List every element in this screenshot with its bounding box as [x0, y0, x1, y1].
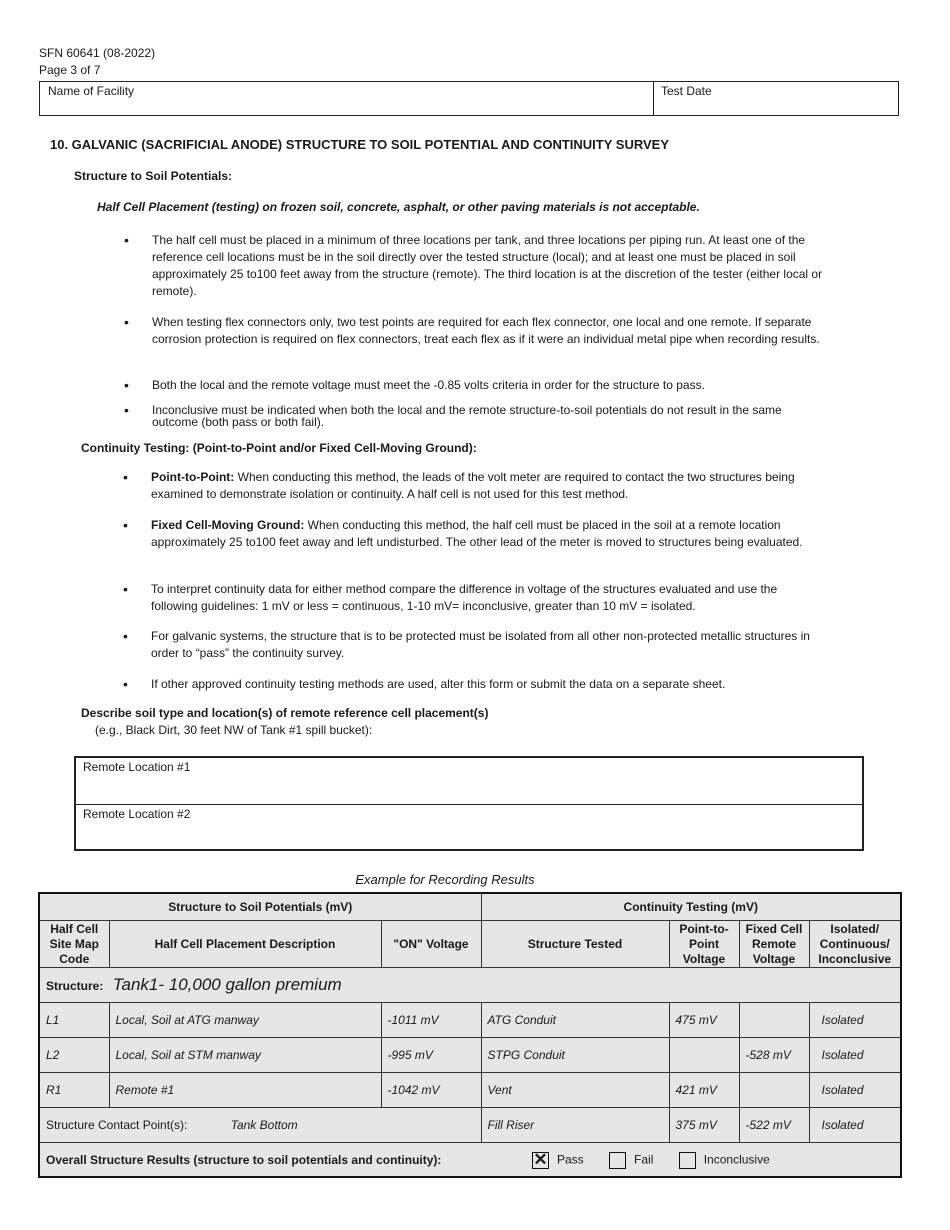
col-header-result: Isolated/ Continuous/ Inconclusive [809, 921, 901, 968]
table-row: L1 Local, Soil at ATG manway -1011 mV ATG Conduit 475 mV Isolated [39, 1003, 901, 1038]
bullet-icon: • [124, 314, 129, 330]
remote-location-1-label: Remote Location #1 [83, 760, 191, 774]
continuity-heading: Continuity Testing: (Point-to-Point and/or Fixed Cell-Moving Ground): [81, 441, 477, 455]
contact-point-row: Structure Contact Point(s): Tank Bottom Fill Riser 375 mV -522 mV Isolated [39, 1108, 901, 1143]
describe-example: (e.g., Black Dirt, 30 feet NW of Tank #1 spill bucket): [95, 723, 373, 737]
facility-name-field[interactable] [40, 82, 654, 115]
inconclusive-checkbox[interactable] [679, 1152, 696, 1169]
bullet-icon: • [123, 517, 128, 533]
col-header-fixed-voltage: Fixed Cell Remote Voltage [739, 921, 809, 968]
sts-heading: Structure to Soil Potentials: [74, 169, 233, 183]
structure-row [39, 968, 901, 1003]
col-header-p2p-voltage: Point-to-Point Voltage [669, 921, 739, 968]
fail-option[interactable]: Fail [609, 1152, 653, 1169]
continuity-bullet: • Fixed Cell-Moving Ground: When conducting this method, the half cell must be placed in the soil at a remote location approximately 25 to100 feet away and left undisturbed. The other lead of the meter is moved to structures being evaluated. [123, 517, 803, 549]
remote-location-1-field[interactable] [76, 758, 862, 805]
pass-option[interactable]: ✕ Pass [533, 1149, 584, 1169]
continuity-bullet: • If other approved continuity testing methods are used, alter this form or submit the data on a separate sheet. [123, 676, 726, 692]
pass-checkbox[interactable] [532, 1149, 549, 1169]
sts-bullet: • Both the local and the remote voltage must meet the -0.85 volts criteria in order for the structure to pass. [124, 377, 705, 393]
sts-bullet: • Inconclusive must be indicated when both the local and the remote structure-to-soil potentials do not result in the same outcome (both pass or both fail). [124, 402, 782, 429]
fail-checkbox[interactable] [609, 1152, 626, 1169]
col-header-on-voltage: "ON" Voltage [381, 921, 481, 968]
describe-heading: Describe soil type and location(s) of remote reference cell placement(s) [81, 706, 489, 720]
col-header-structure-tested: Structure Tested [481, 921, 669, 968]
facility-box [39, 81, 899, 116]
sts-bullet: • The half cell must be placed in a minimum of three locations per tank, and three locations per piping run. At least one of the reference cell locations must be in the soil directly over the tested structure (local); and at least one must be placed in soil approximately 25 to100 feet away from the structure (remote). The third location is at the discretion of the tester (either local or remote). [124, 232, 823, 298]
bullet-icon: • [124, 377, 129, 393]
facility-name-label: Name of Facility [48, 84, 135, 98]
bullet-icon: • [124, 232, 129, 248]
contact-point-value: Tank Bottom [230, 1118, 298, 1132]
checkmark-x-icon: ✕ [533, 1149, 548, 1169]
example-results-table [38, 892, 902, 1178]
sts-bullet: • When testing flex connectors only, two test points are required for each flex connector, one local and one remote. If separate corrosion protection is required on flex connectors, treat each flex as if it were an individual metal pipe when recording results. [124, 314, 820, 346]
test-date-label: Test Date [661, 84, 712, 98]
continuity-bullet: • Point-to-Point: When conducting this method, the leads of the volt meter are required to contact the two structures being examined to demonstrate isolation or continuity. A half cell is not used for this test method. [123, 469, 795, 501]
bullet-icon: • [123, 676, 128, 692]
page-number: Page 3 of 7 [39, 63, 101, 77]
structure-label: Structure: [46, 979, 104, 993]
group-header-continuity: Continuity Testing (mV) [481, 893, 901, 921]
overall-results-label: Overall Structure Results (structure to soil potentials and continuity): [46, 1152, 442, 1167]
continuity-bullet: • For galvanic systems, the structure that is to be protected must be isolated from all other non-protected metallic structures in order to “pass” the continuity survey. [123, 628, 810, 660]
bullet-icon: • [123, 628, 128, 644]
structure-value: Tank1- 10,000 gallon premium [112, 975, 342, 994]
overall-results-row [39, 1143, 901, 1178]
bullet-icon: • [123, 469, 128, 485]
inconclusive-option[interactable]: Inconclusive [679, 1152, 770, 1169]
bullet-icon: • [124, 402, 129, 418]
remote-location-2-label: Remote Location #2 [83, 807, 191, 821]
placement-warning: Half Cell Placement (testing) on frozen soil, concrete, asphalt, or other paving materials is not acceptable. [97, 200, 700, 214]
section-title: 10. GALVANIC (SACRIFICIAL ANODE) STRUCTURE TO SOIL POTENTIAL AND CONTINUITY SURVEY [50, 137, 669, 152]
table-row: L2 Local, Soil at STM manway -995 mV STPG Conduit -528 mV Isolated [39, 1038, 901, 1073]
table-row: R1 Remote #1 -1042 mV Vent 421 mV Isolated [39, 1073, 901, 1108]
bullet-icon: • [123, 581, 128, 597]
overall-options [532, 1149, 792, 1169]
continuity-bullet: • To interpret continuity data for either method compare the difference in voltage of the structures evaluated and use the following guidelines: 1 mV or less = continuous, 1-10 mV= inconclusive, greater than 10 mV = isolated. [123, 581, 778, 613]
example-caption: Example for Recording Results [355, 872, 535, 887]
form-code: SFN 60641 (08-2022) [39, 46, 156, 60]
col-header-description: Half Cell Placement Description [109, 921, 381, 968]
col-header-site-code: Half Cell Site Map Code [39, 921, 109, 968]
remote-location-2-field[interactable] [76, 805, 862, 851]
remote-location-box [74, 756, 864, 851]
test-date-field[interactable] [653, 82, 899, 115]
contact-point-label: Structure Contact Point(s): [46, 1118, 188, 1132]
group-header-sts: Structure to Soil Potentials (mV) [39, 893, 481, 921]
